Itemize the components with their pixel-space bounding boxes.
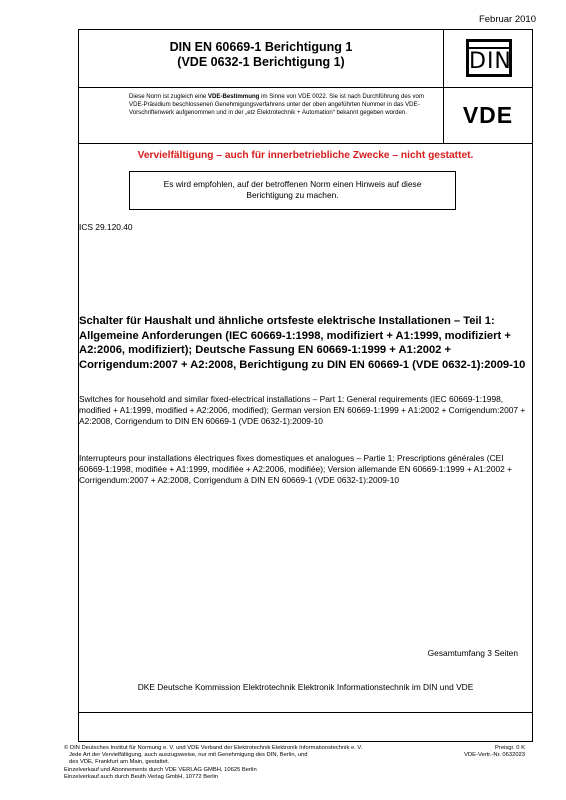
ics-code: ICS 29.120.40 — [79, 222, 133, 232]
publication-date: Februar 2010 — [478, 14, 536, 25]
price-group: Preisgr. 0 K — [495, 745, 525, 751]
sales-line-2: Einzelverkauf auch durch Beuth Verlag GmbH, 10772 Berlin — [64, 773, 219, 780]
dke-line: DKE Deutsche Kommission Elektrotechnik Elektronik Informationstechnik im DIN und VDE — [137, 682, 474, 692]
copyright-line-3: des VDE, Frankfurt am Main, gestattet. — [69, 759, 170, 766]
copy-warning: Vervielfältigung – auch für innerbetriebliche Zwecke – nicht gestattet. — [137, 150, 474, 161]
vde-notice-text — [79, 88, 444, 143]
footer-left — [64, 745, 394, 781]
vde-notice-row — [79, 88, 532, 144]
din-logo — [444, 30, 532, 87]
title-german: Schalter für Haushalt und ähnliche ortsfeste elektrische Installationen – Teil 1: Allgemeine Anforderungen (IEC 60669-1:1998, modifiziert + A1:1999, modifiziert + A2:2006, modifiziert); Deutsche Fassung EN 60669-1:1999 + A1:2002 + Corrigendum:2007 + A2:2008, Berichtigung zu DIN EN 60669-1 (VDE 0632-1):2009-10 — [79, 315, 526, 371]
vde-notice-part2: im Sinne von VDE 0022. Sie ist nach Durchführung des vom VDE-Präsidium beschlossenen Genehmigungsverfahrens unter der oben angeführten Nummer in das VDE-Vorschriftenwerk aufgenommen und in der „etz Elektrotechnik + Automation“ bekannt gegeben worden. — [129, 93, 425, 116]
vde-contract-number: VDE-Vertr.-Nr. 0632023 — [464, 752, 525, 759]
vde-number: (VDE 0632-1 Berichtigung 1) — [177, 55, 345, 69]
standard-number: DIN EN 60669-1 Berichtigung 1 — [169, 40, 353, 54]
vde-notice-part1: Diese Norm ist zugleich eine — [129, 93, 208, 100]
title-row — [79, 30, 532, 88]
page-count: Gesamtumfang 3 Seiten — [427, 648, 518, 658]
title-french: Interrupteurs pour installations électriques fixes domestiques et analogues – Partie 1: Prescriptions générales (CEI 60669-1:1998, modifiée + A1:1999, modifiée + A2:2006, modifiée); Version allemande EN 60669-1:1999 + A1:2002 + Corrigendum:2007 + A2:2008, Corrigendum à DIN EN 60669-1 (VDE 0632-1):2009-10 — [79, 453, 513, 486]
copyright-line-1: © DIN Deutsches Institut für Normung e. V. und VDE Verband der Elektrotechnik Elektronik Informationstechnik e. V. — [64, 745, 363, 751]
vde-logo: VDE — [462, 102, 514, 128]
copyright-line-2: Jede Art der Vervielfältigung, auch auszugsweise, nur mit Genehmigung des DIN, Berlin, und — [69, 752, 308, 759]
recommendation-box: Es wird empfohlen, auf der betroffenen Norm einen Hinweis auf diese Berichtigung zu machen. — [129, 171, 456, 210]
din-logo-text: DIN — [469, 49, 512, 74]
footer-right — [415, 745, 525, 759]
vde-notice-bold: VDE-Bestimmung — [207, 93, 260, 100]
title-english: Switches for household and similar fixed-electrical installations – Part 1: General requirements (IEC 60669-1:1998, modified + A1:1999, modified + A2:2006, modified); German version EN 60669-1:1999 + A1:2002 + Corrigendum:2007 + A2:2008, Corrigendum to DIN EN 60669-1 (VDE 0632-1):2009-10 — [79, 394, 526, 427]
frame-divider — [79, 712, 532, 713]
sales-line-1: Einzelverkauf und Abonnements durch VDE VERLAG GMBH, 10625 Berlin — [64, 766, 257, 773]
din-logo-icon — [466, 39, 512, 77]
standard-title-box — [79, 30, 444, 87]
document-frame — [78, 29, 533, 742]
